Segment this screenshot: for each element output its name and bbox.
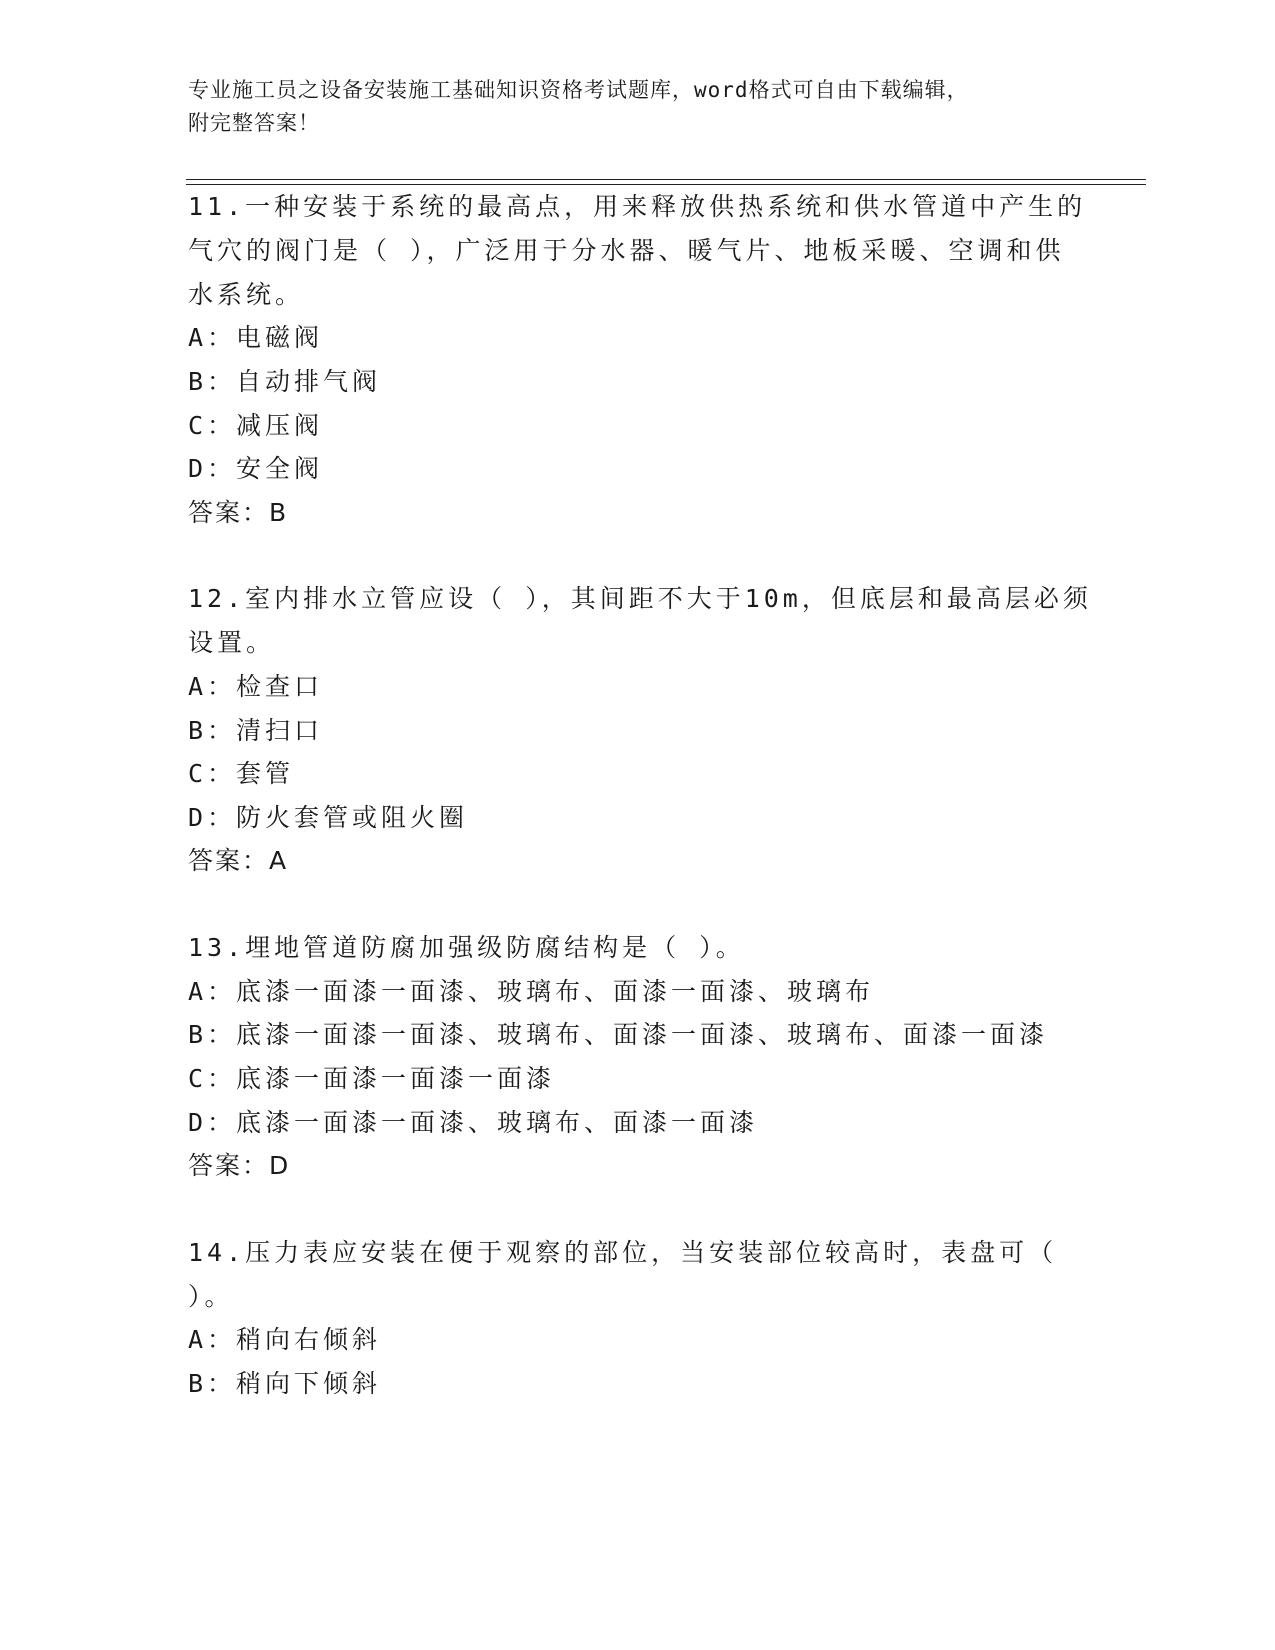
question-14-text-line-2: ）。 [188,1282,234,1311]
question-14-option-b: B：稍向下倾斜 [188,1369,382,1398]
header-divider-bottom [186,184,1146,185]
header-line-1: 专业施工员之设备安装施工基础知识资格考试题库，word格式可自由下载编辑， [188,78,969,102]
question-13-option-a: A：底漆一面漆一面漆、玻璃布、面漆一面漆、玻璃布 [188,977,875,1006]
question-12-text-line-2: 设置。 [188,628,276,657]
question-11-option-b: B：自动排气阀 [188,367,382,396]
question-12-answer: 答案：A [188,846,289,875]
question-11-text-line-2: 气穴的阀门是（ ），广泛用于分水器、暖气片、地板采暖、空调和供 [188,236,1065,265]
question-11-option-d: D：安全阀 [188,454,324,483]
question-11-option-a: A：电磁阀 [188,323,324,352]
question-13-answer: 答案：D [188,1151,291,1180]
question-13-option-d: D：底漆一面漆一面漆、玻璃布、面漆一面漆 [188,1108,759,1137]
header-divider-top [186,179,1146,180]
question-13-option-c: C：底漆一面漆一面漆一面漆 [188,1064,556,1093]
header-line-2: 附完整答案！ [188,111,320,135]
question-12-option-c: C：套管 [188,759,295,788]
question-13-option-b: B：底漆一面漆一面漆、玻璃布、面漆一面漆、玻璃布、面漆一面漆 [188,1020,1049,1049]
question-14-text-line-1: 14.压力表应安装在便于观察的部位，当安装部位较高时，表盘可（ [188,1238,1058,1267]
question-12-option-b: B：清扫口 [188,716,324,745]
question-12-option-d: D：防火套管或阻火圈 [188,803,469,832]
question-14-option-a: A：稍向右倾斜 [188,1325,382,1354]
question-11-text-line-1: 11.一种安装于系统的最高点，用来释放供热系统和供水管道中产生的 [188,192,1087,221]
question-11-text-line-3: 水系统。 [188,280,305,309]
document-header [188,74,1088,140]
question-13-text-line-1: 13.埋地管道防腐加强级防腐结构是（ ）。 [188,933,745,962]
question-12-option-a: A：检查口 [188,672,324,701]
question-11-option-c: C：减压阀 [188,411,324,440]
question-12-text-line-1: 12.室内排水立管应设（ ），其间距不大于10m，但底层和最高层必须 [188,584,1092,613]
question-11-answer: 答案：B [188,498,289,527]
